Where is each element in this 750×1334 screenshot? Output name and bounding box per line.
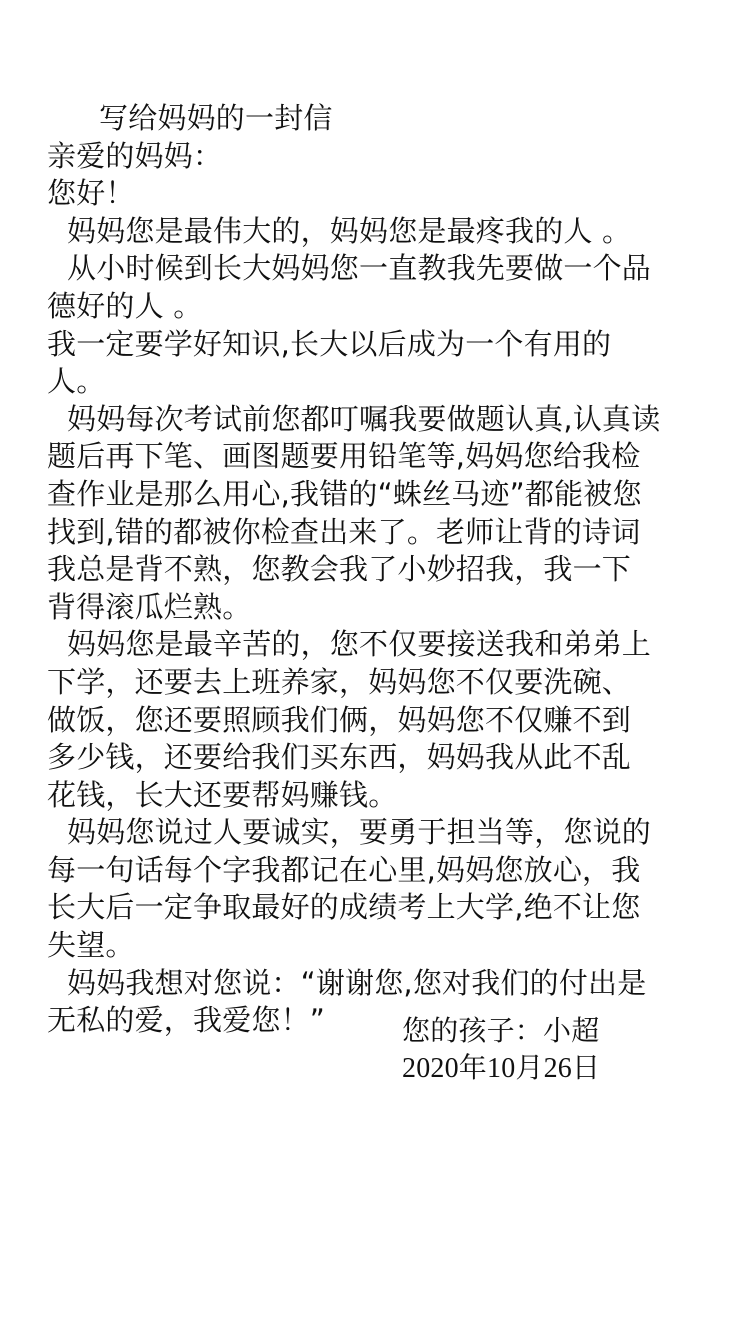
letter-line: 妈妈我想对您说：“谢谢您,您对我们的付出是 xyxy=(67,965,647,1000)
letter-line: 妈妈您是最伟大的，妈妈您是最疼我的人 。 xyxy=(67,213,632,248)
letter-line: 妈妈您说过人要诚实，要勇于担当等，您说的 xyxy=(67,815,652,850)
letter-line: 每一句话每个字我都记在心里,妈妈您放心，我 xyxy=(47,852,641,887)
greeting: 您好！ xyxy=(47,176,135,211)
letter-line: 德好的人 。 xyxy=(47,288,203,323)
letter-line: 做饭，您还要照顾我们俩，妈妈您不仅赚不到 xyxy=(47,702,632,737)
salutation: 亲爱的妈妈： xyxy=(47,138,223,173)
letter-line: 多少钱，还要给我们买东西，妈妈我从此不乱 xyxy=(47,740,632,775)
letter-line: 妈妈每次考试前您都叮嘱我要做题认真,认真读 xyxy=(67,401,661,436)
letter-line: 下学，还要去上班养家，妈妈您不仅要洗碗、 xyxy=(47,664,632,699)
letter-line: 妈妈您是最辛苦的，您不仅要接送我和弟弟上 xyxy=(67,627,652,662)
letter-line: 无私的爱，我爱您！” xyxy=(47,1003,326,1038)
letter-line: 找到,错的都被你检查出来了。老师让背的诗词 xyxy=(47,514,641,549)
letter-line: 背得滚瓜烂熟。 xyxy=(47,589,252,624)
letter-line: 长大后一定争取最好的成绩考上大学,绝不让您 xyxy=(47,890,641,925)
letter-body xyxy=(47,100,687,1040)
letter-line: 失望。 xyxy=(47,928,135,963)
letter-line: 花钱，长大还要帮妈赚钱。 xyxy=(47,777,398,812)
letter-line: 题后再下笔、画图题要用铅笔等,妈妈您给我检 xyxy=(47,439,641,474)
letter-line: 我总是背不熟，您教会我了小妙招我，我一下 xyxy=(47,552,632,587)
signature: 您的孩子：小超 xyxy=(402,1014,600,1047)
letter-date: 2020年10月26日 xyxy=(402,1052,601,1084)
letter-line: 从小时候到长大妈妈您一直教我先要做一个品 xyxy=(67,251,652,286)
letter-line: 人。 xyxy=(47,364,106,399)
signature-block xyxy=(402,1012,600,1087)
letter-line: 查作业是那么用心,我错的“蛛丝马迹”都能被您 xyxy=(47,476,642,511)
letter-title: 写给妈妈的一封信 xyxy=(99,101,333,135)
letter-line: 我一定要学好知识,长大以后成为一个有用的 xyxy=(47,326,612,361)
